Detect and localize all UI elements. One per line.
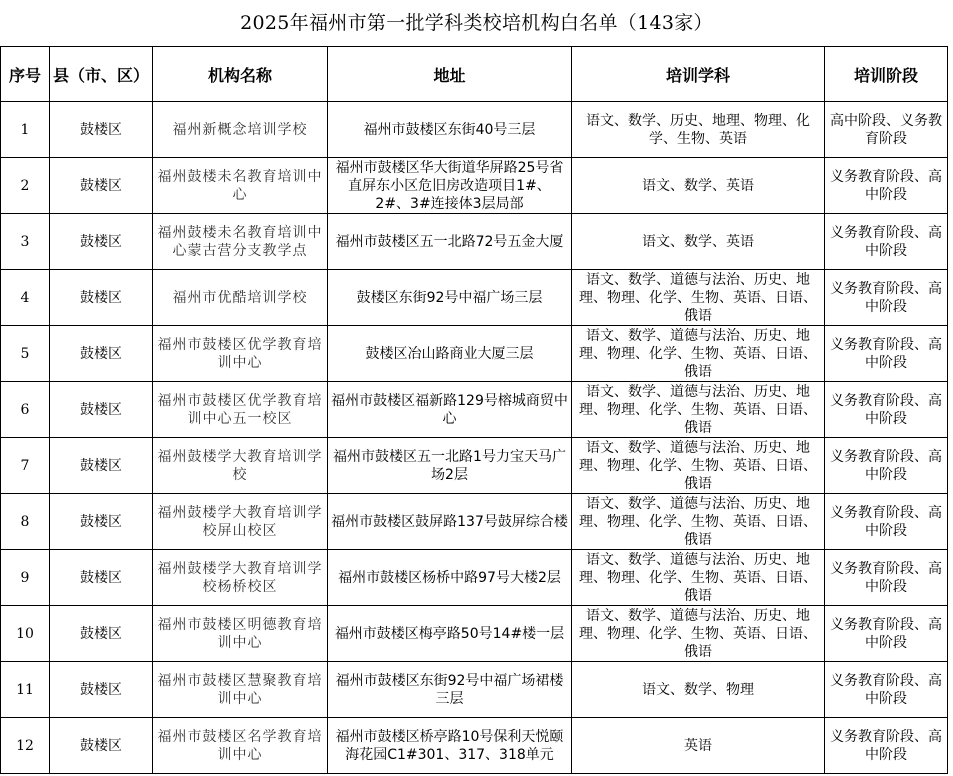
table-row (1, 158, 948, 214)
cell-name: 福州市鼓楼区慧聚教育培训中心 (153, 662, 328, 718)
cell-seq: 3 (1, 214, 50, 270)
cell-subjects: 语文、数学、道德与法治、历史、地理、物理、化学、生物、英语、日语、俄语 (572, 606, 825, 662)
cell-subjects: 语文、数学、道德与法治、历史、地理、物理、化学、生物、英语、日语、俄语 (572, 550, 825, 606)
table-row (1, 662, 948, 718)
whitelist-table (0, 46, 948, 774)
cell-county: 鼓楼区 (50, 550, 153, 606)
cell-name: 福州新概念培训学校 (153, 102, 328, 158)
cell-stage: 义务教育阶段、高中阶段 (825, 382, 948, 438)
cell-stage: 义务教育阶段、高中阶段 (825, 214, 948, 270)
cell-seq: 10 (1, 606, 50, 662)
cell-subjects: 语文、数学、物理 (572, 662, 825, 718)
cell-address: 福州市鼓楼区梅亭路50号14#楼一层 (328, 606, 572, 662)
cell-seq: 12 (1, 718, 50, 774)
cell-name: 福州市鼓楼区优学教育培训中心 (153, 326, 328, 382)
cell-name: 福州鼓楼学大教育培训学校杨桥校区 (153, 550, 328, 606)
cell-seq: 4 (1, 270, 50, 326)
cell-subjects: 语文、数学、英语 (572, 214, 825, 270)
cell-seq: 11 (1, 662, 50, 718)
cell-county: 鼓楼区 (50, 494, 153, 550)
cell-subjects: 语文、数学、道德与法治、历史、地理、物理、化学、生物、英语、日语、俄语 (572, 438, 825, 494)
cell-name: 福州鼓楼学大教育培训学校屏山校区 (153, 494, 328, 550)
cell-address: 福州市鼓楼区五一北路72号五金大厦 (328, 214, 572, 270)
cell-subjects: 语文、数学、道德与法治、历史、地理、物理、化学、生物、英语、日语、俄语 (572, 494, 825, 550)
cell-county: 鼓楼区 (50, 270, 153, 326)
cell-stage: 义务教育阶段、高中阶段 (825, 270, 948, 326)
cell-seq: 6 (1, 382, 50, 438)
cell-county: 鼓楼区 (50, 158, 153, 214)
cell-county: 鼓楼区 (50, 438, 153, 494)
cell-address: 福州市鼓楼区东街40号三层 (328, 102, 572, 158)
table-row (1, 102, 948, 158)
table-row (1, 550, 948, 606)
cell-subjects: 语文、数学、道德与法治、历史、地理、物理、化学、生物、英语、日语、俄语 (572, 270, 825, 326)
table-row (1, 382, 948, 438)
table-row (1, 438, 948, 494)
cell-subjects: 语文、数学、道德与法治、历史、地理、物理、化学、生物、英语、日语、俄语 (572, 382, 825, 438)
table-row (1, 606, 948, 662)
cell-name: 福州市鼓楼区名学教育培训中心 (153, 718, 328, 774)
cell-address: 鼓楼区东街92号中福广场三层 (328, 270, 572, 326)
header-name: 机构名称 (153, 47, 328, 102)
cell-stage: 义务教育阶段、高中阶段 (825, 438, 948, 494)
cell-address: 福州市鼓楼区杨桥中路97号大楼2层 (328, 550, 572, 606)
cell-county: 鼓楼区 (50, 606, 153, 662)
cell-seq: 1 (1, 102, 50, 158)
cell-stage: 义务教育阶段、高中阶段 (825, 158, 948, 214)
cell-county: 鼓楼区 (50, 382, 153, 438)
table-row (1, 214, 948, 270)
header-county: 县（市、区） (50, 47, 153, 102)
cell-address: 福州市鼓楼区华大街道华屏路25号省直屏东小区危旧房改造项目1#、2#、3#连接体3层局部 (328, 158, 572, 214)
cell-address: 福州市鼓楼区福新路129号榕城商贸中心 (328, 382, 572, 438)
cell-name: 福州市优酷培训学校 (153, 270, 328, 326)
cell-name: 福州鼓楼未名教育培训中心 (153, 158, 328, 214)
header-seq: 序号 (1, 47, 50, 102)
cell-address: 鼓楼区冶山路商业大厦三层 (328, 326, 572, 382)
cell-address: 福州市鼓楼区五一北路1号力宝天马广场2层 (328, 438, 572, 494)
cell-name: 福州市鼓楼区明德教育培训中心 (153, 606, 328, 662)
cell-subjects: 语文、数学、历史、地理、物理、化学、生物、英语 (572, 102, 825, 158)
cell-stage: 义务教育阶段、高中阶段 (825, 550, 948, 606)
cell-seq: 8 (1, 494, 50, 550)
cell-county: 鼓楼区 (50, 718, 153, 774)
cell-stage: 义务教育阶段、高中阶段 (825, 494, 948, 550)
cell-name: 福州鼓楼学大教育培训学校 (153, 438, 328, 494)
cell-stage: 义务教育阶段、高中阶段 (825, 662, 948, 718)
cell-county: 鼓楼区 (50, 214, 153, 270)
cell-address: 福州市鼓楼区鼓屏路137号鼓屏综合楼 (328, 494, 572, 550)
header-address: 地址 (328, 47, 572, 102)
table-row (1, 326, 948, 382)
cell-stage: 义务教育阶段、高中阶段 (825, 326, 948, 382)
table-row (1, 270, 948, 326)
cell-seq: 9 (1, 550, 50, 606)
table-header-row (1, 47, 948, 102)
cell-subjects: 英语 (572, 718, 825, 774)
cell-county: 鼓楼区 (50, 326, 153, 382)
header-stage: 培训阶段 (825, 47, 948, 102)
cell-county: 鼓楼区 (50, 662, 153, 718)
cell-address: 福州市鼓楼区东街92号中福广场裙楼三层 (328, 662, 572, 718)
cell-stage: 义务教育阶段、高中阶段 (825, 606, 948, 662)
table-row (1, 494, 948, 550)
header-subjects: 培训学科 (572, 47, 825, 102)
cell-name: 福州市鼓楼区优学教育培训中心五一校区 (153, 382, 328, 438)
cell-stage: 高中阶段、义务教育阶段 (825, 102, 948, 158)
table-row (1, 718, 948, 774)
cell-seq: 7 (1, 438, 50, 494)
cell-county: 鼓楼区 (50, 102, 153, 158)
cell-address: 福州市鼓楼区桥亭路10号保利天悦颐海花园C1#301、317、318单元 (328, 718, 572, 774)
page-title: 2025年福州市第一批学科类校培机构白名单（143家） (240, 12, 713, 34)
cell-seq: 5 (1, 326, 50, 382)
cell-seq: 2 (1, 158, 50, 214)
cell-subjects: 语文、数学、英语 (572, 158, 825, 214)
cell-name: 福州鼓楼未名教育培训中心蒙古营分支教学点 (153, 214, 328, 270)
cell-subjects: 语文、数学、道德与法治、历史、地理、物理、化学、生物、英语、日语、俄语 (572, 326, 825, 382)
cell-stage: 义务教育阶段、高中阶段 (825, 718, 948, 774)
